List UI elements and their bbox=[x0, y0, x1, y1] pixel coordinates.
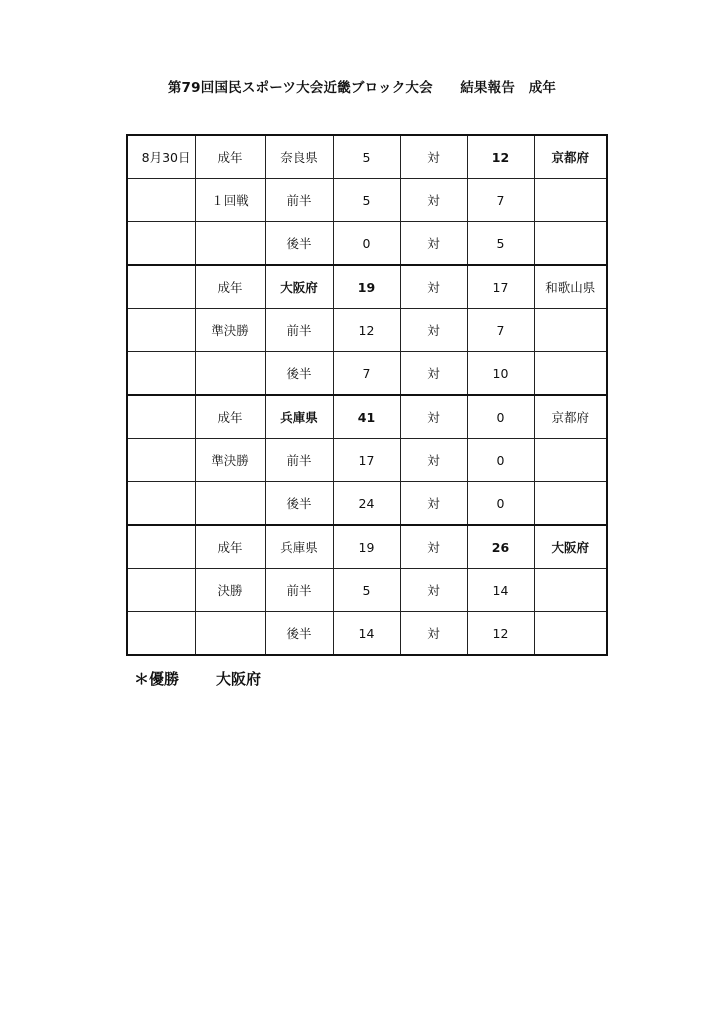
table-row bbox=[127, 265, 607, 309]
champion-line bbox=[134, 668, 261, 689]
table-row bbox=[127, 352, 607, 396]
versus-cell: 対 bbox=[400, 482, 467, 526]
round-cell bbox=[195, 352, 265, 396]
score-b-cell: 7 bbox=[467, 179, 534, 222]
team-a-cell: 後半 bbox=[265, 352, 333, 396]
team-b-cell bbox=[534, 179, 607, 222]
score-b-cell: 12 bbox=[467, 135, 534, 179]
versus-cell: 対 bbox=[400, 352, 467, 396]
score-a-cell: 41 bbox=[333, 395, 400, 439]
team-b-cell: 京都府 bbox=[534, 135, 607, 179]
round-cell: 決勝 bbox=[195, 569, 265, 612]
score-b-cell: 5 bbox=[467, 222, 534, 266]
round-cell bbox=[195, 482, 265, 526]
table-row bbox=[127, 569, 607, 612]
team-a-cell: 前半 bbox=[265, 569, 333, 612]
date-cell bbox=[127, 525, 195, 569]
versus-cell: 対 bbox=[400, 569, 467, 612]
score-a-cell: 12 bbox=[333, 309, 400, 352]
team-b-cell: 京都府 bbox=[534, 395, 607, 439]
score-b-cell: 12 bbox=[467, 612, 534, 656]
table-row bbox=[127, 525, 607, 569]
date-cell bbox=[127, 309, 195, 352]
versus-cell: 対 bbox=[400, 309, 467, 352]
team-b-cell bbox=[534, 222, 607, 266]
score-b-cell: 7 bbox=[467, 309, 534, 352]
score-b-cell: 10 bbox=[467, 352, 534, 396]
score-b-cell: 0 bbox=[467, 439, 534, 482]
score-b-cell: 14 bbox=[467, 569, 534, 612]
round-cell bbox=[195, 222, 265, 266]
score-a-cell: 5 bbox=[333, 569, 400, 612]
versus-cell: 対 bbox=[400, 439, 467, 482]
team-b-cell bbox=[534, 612, 607, 656]
team-b-cell: 大阪府 bbox=[534, 525, 607, 569]
score-b-cell: 0 bbox=[467, 482, 534, 526]
round-cell: 準決勝 bbox=[195, 439, 265, 482]
table-row bbox=[127, 135, 607, 179]
versus-cell: 対 bbox=[400, 525, 467, 569]
table-row bbox=[127, 309, 607, 352]
date-cell bbox=[127, 482, 195, 526]
round-cell: 成年 bbox=[195, 135, 265, 179]
date-cell bbox=[127, 265, 195, 309]
page-title: 第79回国民スポーツ大会近畿ブロック大会 結果報告 成年 bbox=[167, 80, 557, 96]
score-a-cell: 14 bbox=[333, 612, 400, 656]
score-a-cell: 0 bbox=[333, 222, 400, 266]
score-a-cell: 5 bbox=[333, 179, 400, 222]
team-b-cell: 和歌山県 bbox=[534, 265, 607, 309]
team-a-cell: 兵庫県 bbox=[265, 395, 333, 439]
round-cell: 成年 bbox=[195, 525, 265, 569]
team-a-cell: 兵庫県 bbox=[265, 525, 333, 569]
table-row bbox=[127, 482, 607, 526]
score-a-cell: 17 bbox=[333, 439, 400, 482]
score-a-cell: 24 bbox=[333, 482, 400, 526]
score-a-cell: 19 bbox=[333, 525, 400, 569]
team-b-cell bbox=[534, 482, 607, 526]
versus-cell: 対 bbox=[400, 222, 467, 266]
date-cell: 8月30日 bbox=[127, 135, 195, 179]
score-b-cell: 17 bbox=[467, 265, 534, 309]
score-a-cell: 7 bbox=[333, 352, 400, 396]
champion-label: ＊優勝 bbox=[134, 670, 180, 688]
round-cell: 成年 bbox=[195, 395, 265, 439]
score-a-cell: 19 bbox=[333, 265, 400, 309]
versus-cell: 対 bbox=[400, 395, 467, 439]
score-b-cell: 0 bbox=[467, 395, 534, 439]
round-cell: １回戦 bbox=[195, 179, 265, 222]
results-table-body bbox=[127, 135, 607, 655]
date-cell bbox=[127, 612, 195, 656]
table-row bbox=[127, 439, 607, 482]
team-b-cell bbox=[534, 352, 607, 396]
team-a-cell: 後半 bbox=[265, 612, 333, 656]
results-table bbox=[126, 134, 608, 656]
table-row bbox=[127, 222, 607, 266]
date-cell bbox=[127, 222, 195, 266]
champion-team: 大阪府 bbox=[216, 670, 262, 688]
team-b-cell bbox=[534, 309, 607, 352]
table-row bbox=[127, 612, 607, 656]
date-cell bbox=[127, 179, 195, 222]
date-cell bbox=[127, 569, 195, 612]
versus-cell: 対 bbox=[400, 135, 467, 179]
team-a-cell: 後半 bbox=[265, 482, 333, 526]
team-a-cell: 大阪府 bbox=[265, 265, 333, 309]
round-cell bbox=[195, 612, 265, 656]
date-cell bbox=[127, 352, 195, 396]
team-b-cell bbox=[534, 439, 607, 482]
versus-cell: 対 bbox=[400, 612, 467, 656]
team-b-cell bbox=[534, 569, 607, 612]
team-a-cell: 後半 bbox=[265, 222, 333, 266]
round-cell: 成年 bbox=[195, 265, 265, 309]
team-a-cell: 前半 bbox=[265, 309, 333, 352]
score-a-cell: 5 bbox=[333, 135, 400, 179]
versus-cell: 対 bbox=[400, 265, 467, 309]
date-cell bbox=[127, 439, 195, 482]
versus-cell: 対 bbox=[400, 179, 467, 222]
table-row bbox=[127, 395, 607, 439]
team-a-cell: 前半 bbox=[265, 179, 333, 222]
team-a-cell: 前半 bbox=[265, 439, 333, 482]
team-a-cell: 奈良県 bbox=[265, 135, 333, 179]
round-cell: 準決勝 bbox=[195, 309, 265, 352]
score-b-cell: 26 bbox=[467, 525, 534, 569]
table-row bbox=[127, 179, 607, 222]
date-cell bbox=[127, 395, 195, 439]
